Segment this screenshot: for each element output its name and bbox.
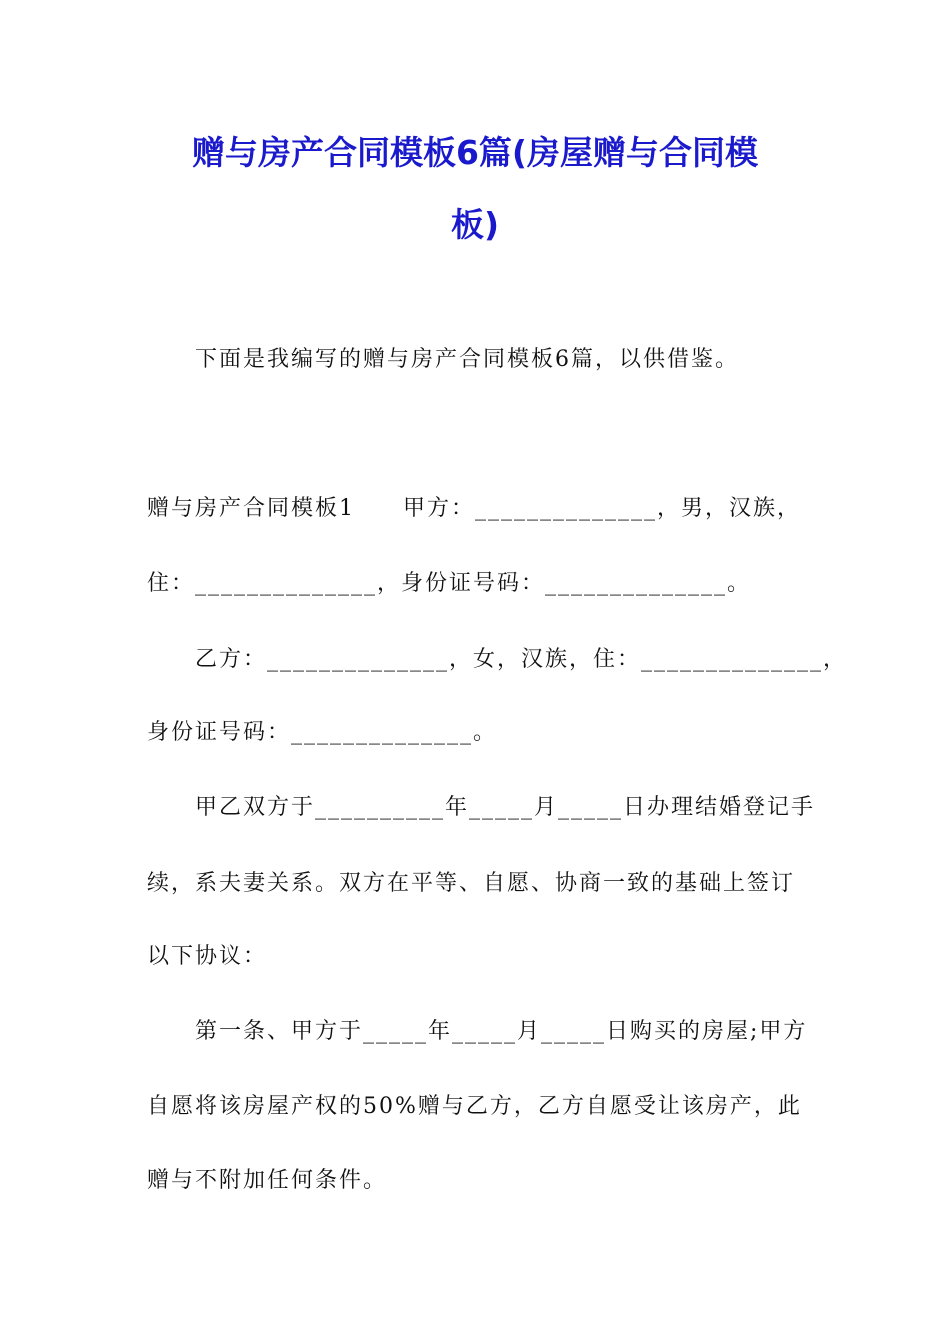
- party-a-address-id-line: 住：______________，身份证号码：______________。: [147, 571, 752, 596]
- document-title-line-1: 赠与房产合同模板6篇(房屋赠与合同模: [191, 133, 759, 172]
- marriage-paragraph-line-2: 续，系夫妻关系。双方在平等、自愿、协商一致的基础上签订: [147, 871, 796, 896]
- document-title-line-2: 板): [450, 205, 500, 244]
- template-1-party-a-line: 赠与房产合同模板1 甲方：______________，男，汉族，: [147, 496, 801, 521]
- article-1-line-2: 自愿将该房屋产权的50%赠与乙方，乙方自愿受让该房产，此: [147, 1094, 802, 1119]
- intro-paragraph: 下面是我编写的赠与房产合同模板6篇，以供借鉴。: [195, 347, 739, 372]
- article-1-line-1: 第一条、甲方于_____年_____月_____日购买的房屋;甲方: [195, 1019, 808, 1044]
- marriage-paragraph-line-1: 甲乙双方于__________年_____月_____日办理结婚登记手: [195, 795, 816, 820]
- party-b-id-line: 身份证号码：______________。: [147, 720, 498, 745]
- marriage-paragraph-line-3: 以下协议：: [147, 944, 268, 969]
- article-1-line-3: 赠与不附加任何条件。: [147, 1168, 388, 1193]
- party-b-line: 乙方：______________，女，汉族，住：______________，: [195, 647, 848, 672]
